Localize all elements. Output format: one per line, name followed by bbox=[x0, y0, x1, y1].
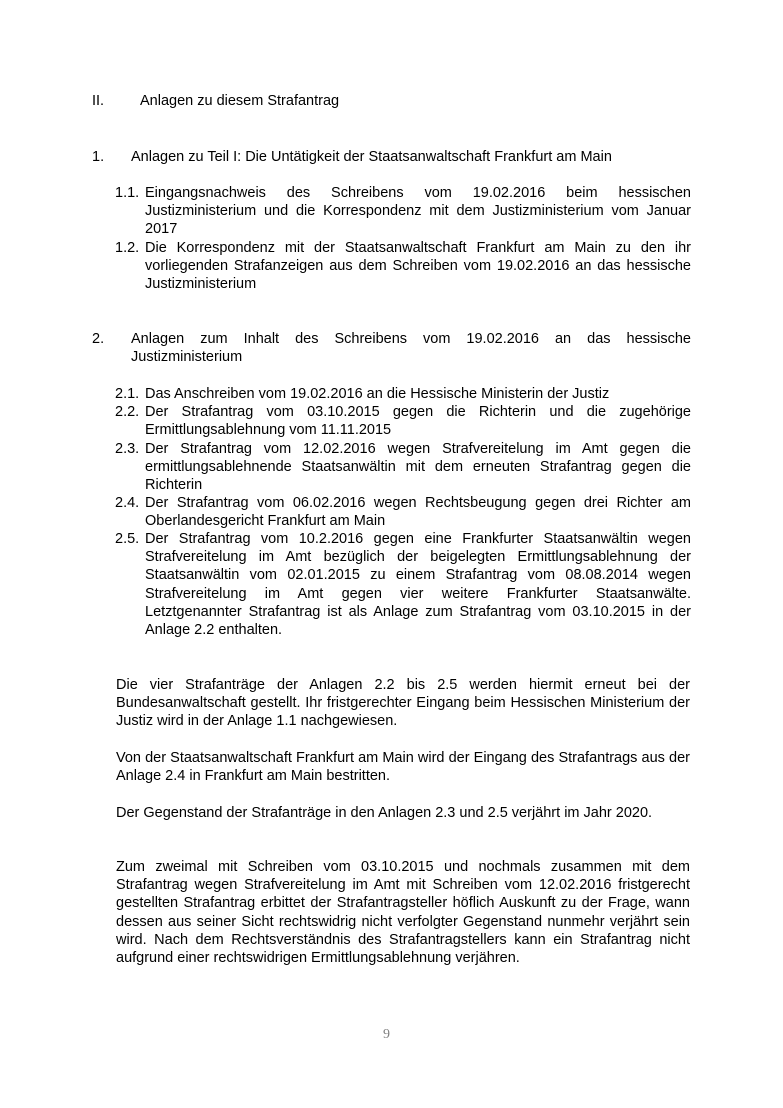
part1-title: Anlagen zu Teil I: Die Untätigkeit der Staatsanwaltschaft Frankfurt am Main bbox=[131, 149, 612, 165]
list-item-text: Die Korrespondenz mit der Staatsanwaltschaft Frankfurt am Main zu den ihr vorliegenden Strafanzeigen aus dem Schreiben vom 19.02.2016 an das hessische Justizministerium bbox=[145, 240, 691, 293]
list-item-text: Der Strafantrag vom 10.2.2016 gegen eine Frankfurter Staatsanwältin wegen Strafvereitelung im Amt bezüglich der beigelegten Ermittlungsablehnung der Staatsanwältin vom 02.01.2015 zu einem Strafantrag vom 08.08.2014 wegen Strafvereitelung im Amt gegen vier weitere Frankfurter Staatsanwälte. Letztgenannter Strafantrag ist als Anlage zum Strafantrag vom 03.10.2015 in der Anlage 2.2 enthalten. bbox=[145, 531, 691, 639]
paragraph-4: Zum zweimal mit Schreiben vom 03.10.2015 und nochmals zusammen mit dem Strafantrag wegen Strafvereitelung im Amt mit Schreiben vom 12.02.2016 fristgerecht gestellten Strafantrag erbittet der Strafantragsteller höflich Auskunft zu der Frage, wann dessen aus seiner Sicht rechtswidrig nicht verfolgter Gegenstand nunmehr verjährt sein wird. Nach dem Rechtsverständnis des Strafantragstellers kann ein Strafantrag nicht aufgrund einer rechtswidrigen Ermittlungsablehnung verjähren. bbox=[116, 859, 690, 967]
part1-number: 1. bbox=[92, 149, 105, 165]
list-item-number: 2.5. bbox=[115, 531, 140, 547]
list-item-number: 1.2. bbox=[115, 240, 140, 256]
list-item-number: 2.3. bbox=[115, 441, 140, 457]
list-item-text: Das Anschreiben vom 19.02.2016 an die Hessische Ministerin der Justiz bbox=[145, 386, 610, 402]
list-item-text: Der Strafantrag vom 03.10.2015 gegen die Richterin und die zugehörige Ermittlungsablehnung vom 11.11.2015 bbox=[145, 404, 691, 439]
list-item-number: 2.4. bbox=[115, 495, 140, 511]
part2-title: Anlagen zum Inhalt des Schreibens vom 19.02.2016 an das hessische Justizministerium bbox=[131, 331, 691, 366]
list-item-number: 2.2. bbox=[115, 404, 140, 420]
paragraph-3: Der Gegenstand der Strafanträge in den Anlagen 2.3 und 2.5 verjährt im Jahr 2020. bbox=[116, 805, 653, 821]
paragraph-1: Die vier Strafanträge der Anlagen 2.2 bis 2.5 werden hiermit erneut bei der Bundesanwaltschaft gestellt. Ihr fristgerechter Eingang beim Hessischen Ministerium der Justiz wird in der Anlage 1.1 nachgewiesen. bbox=[116, 677, 690, 730]
list-item-text: Der Strafantrag vom 12.02.2016 wegen Strafvereitelung im Amt gegen die ermittlungsablehnende Staatsanwältin mit dem erneuten Strafantrag gegen die Richterin bbox=[145, 441, 691, 494]
section-ii-number: II. bbox=[92, 93, 105, 109]
part2-number: 2. bbox=[92, 331, 105, 347]
section-ii-heading bbox=[92, 92, 104, 110]
list-item-text: Eingangsnachweis des Schreibens vom 19.02.2016 beim hessischen Justizministerium und die Korrespondenz mit dem Justizministerium vom Januar 2017 bbox=[145, 185, 691, 238]
list-item-text: Der Strafantrag vom 06.02.2016 wegen Rechtsbeugung gegen drei Richter am Oberlandesgericht Frankfurt am Main bbox=[145, 495, 691, 530]
list-item-number: 2.1. bbox=[115, 386, 140, 402]
section-ii-title: Anlagen zu diesem Strafantrag bbox=[140, 93, 340, 109]
paragraph-2: Von der Staatsanwaltschaft Frankfurt am Main wird der Eingang des Strafantrags aus der Anlage 2.4 in Frankfurt am Main bestritten. bbox=[116, 750, 690, 785]
page-number: 9 bbox=[383, 1027, 390, 1042]
list-item-number: 1.1. bbox=[115, 185, 140, 201]
